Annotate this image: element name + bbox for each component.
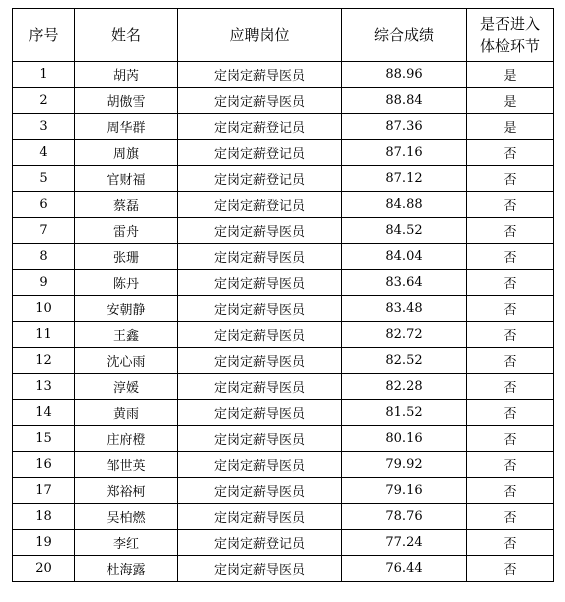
cell-name: 陈丹	[75, 270, 178, 296]
table-row	[13, 62, 554, 88]
table-row	[13, 452, 554, 478]
cell-exam: 否	[467, 322, 554, 348]
cell-score: 80.16	[342, 426, 467, 452]
cell-position: 定岗定薪导医员	[178, 218, 342, 244]
cell-score: 88.84	[342, 88, 467, 114]
cell-position: 定岗定薪导医员	[178, 426, 342, 452]
cell-index: 8	[13, 244, 75, 270]
cell-position: 定岗定薪登记员	[178, 140, 342, 166]
cell-score: 82.52	[342, 348, 467, 374]
cell-exam: 否	[467, 426, 554, 452]
cell-score: 87.12	[342, 166, 467, 192]
cell-index: 15	[13, 426, 75, 452]
cell-exam: 否	[467, 556, 554, 582]
table-row	[13, 270, 554, 296]
cell-index: 7	[13, 218, 75, 244]
cell-score: 81.52	[342, 400, 467, 426]
cell-score: 84.88	[342, 192, 467, 218]
cell-score: 82.72	[342, 322, 467, 348]
cell-name: 胡芮	[75, 62, 178, 88]
cell-name: 雷舟	[75, 218, 178, 244]
cell-exam: 否	[467, 452, 554, 478]
cell-name: 杜海露	[75, 556, 178, 582]
cell-score: 83.64	[342, 270, 467, 296]
header-exam-line1: 是否进入	[479, 15, 540, 33]
cell-name: 张珊	[75, 244, 178, 270]
cell-index: 20	[13, 556, 75, 582]
table-row	[13, 400, 554, 426]
header-score: 综合成绩	[342, 9, 467, 62]
cell-score: 87.16	[342, 140, 467, 166]
cell-position: 定岗定薪导医员	[178, 348, 342, 374]
cell-index: 3	[13, 114, 75, 140]
header-position: 应聘岗位	[178, 9, 342, 62]
cell-index: 6	[13, 192, 75, 218]
cell-score: 79.92	[342, 452, 467, 478]
cell-score: 82.28	[342, 374, 467, 400]
cell-index: 17	[13, 478, 75, 504]
cell-score: 84.52	[342, 218, 467, 244]
cell-name: 邹世英	[75, 452, 178, 478]
cell-position: 定岗定薪导医员	[178, 322, 342, 348]
cell-position: 定岗定薪导医员	[178, 556, 342, 582]
table-row	[13, 322, 554, 348]
cell-index: 4	[13, 140, 75, 166]
table-row	[13, 218, 554, 244]
cell-position: 定岗定薪导医员	[178, 452, 342, 478]
table-header	[13, 9, 554, 62]
cell-index: 14	[13, 400, 75, 426]
cell-exam: 否	[467, 270, 554, 296]
cell-exam: 否	[467, 504, 554, 530]
cell-exam: 否	[467, 348, 554, 374]
table-row	[13, 166, 554, 192]
cell-name: 周旗	[75, 140, 178, 166]
cell-exam: 是	[467, 88, 554, 114]
cell-exam: 否	[467, 296, 554, 322]
table-row	[13, 244, 554, 270]
table-row	[13, 426, 554, 452]
table-row	[13, 374, 554, 400]
cell-exam: 是	[467, 114, 554, 140]
table-body	[13, 62, 554, 582]
cell-exam: 否	[467, 192, 554, 218]
cell-score: 87.36	[342, 114, 467, 140]
cell-exam: 否	[467, 530, 554, 556]
table-row	[13, 114, 554, 140]
cell-name: 蔡磊	[75, 192, 178, 218]
header-row	[13, 9, 554, 62]
cell-index: 5	[13, 166, 75, 192]
cell-exam: 否	[467, 478, 554, 504]
table-row	[13, 140, 554, 166]
cell-index: 12	[13, 348, 75, 374]
cell-score: 84.04	[342, 244, 467, 270]
cell-score: 79.16	[342, 478, 467, 504]
cell-exam: 是	[467, 62, 554, 88]
cell-score: 76.44	[342, 556, 467, 582]
cell-position: 定岗定薪导医员	[178, 296, 342, 322]
results-table	[12, 8, 554, 582]
cell-index: 13	[13, 374, 75, 400]
cell-position: 定岗定薪导医员	[178, 400, 342, 426]
cell-name: 淳媛	[75, 374, 178, 400]
cell-position: 定岗定薪登记员	[178, 530, 342, 556]
cell-position: 定岗定薪导医员	[178, 374, 342, 400]
cell-index: 16	[13, 452, 75, 478]
cell-index: 10	[13, 296, 75, 322]
cell-index: 1	[13, 62, 75, 88]
cell-position: 定岗定薪登记员	[178, 114, 342, 140]
cell-score: 88.96	[342, 62, 467, 88]
cell-name: 庄府橙	[75, 426, 178, 452]
table-row	[13, 348, 554, 374]
cell-index: 19	[13, 530, 75, 556]
header-exam-line2: 体检环节	[479, 37, 540, 55]
header-exam	[467, 9, 554, 62]
cell-exam: 否	[467, 400, 554, 426]
cell-score: 78.76	[342, 504, 467, 530]
cell-exam: 否	[467, 374, 554, 400]
cell-name: 黄雨	[75, 400, 178, 426]
cell-name: 周华群	[75, 114, 178, 140]
cell-position: 定岗定薪登记员	[178, 192, 342, 218]
cell-position: 定岗定薪导医员	[178, 270, 342, 296]
cell-index: 11	[13, 322, 75, 348]
table-row	[13, 504, 554, 530]
header-name: 姓名	[75, 9, 178, 62]
cell-exam: 否	[467, 166, 554, 192]
cell-score: 77.24	[342, 530, 467, 556]
cell-name: 王鑫	[75, 322, 178, 348]
cell-position: 定岗定薪导医员	[178, 478, 342, 504]
cell-position: 定岗定薪导医员	[178, 504, 342, 530]
cell-name: 吴柏燃	[75, 504, 178, 530]
table-row	[13, 88, 554, 114]
cell-index: 2	[13, 88, 75, 114]
table-row	[13, 478, 554, 504]
cell-score: 83.48	[342, 296, 467, 322]
cell-index: 18	[13, 504, 75, 530]
cell-name: 郑裕柯	[75, 478, 178, 504]
cell-name: 沈心雨	[75, 348, 178, 374]
table-row	[13, 530, 554, 556]
cell-exam: 否	[467, 244, 554, 270]
cell-position: 定岗定薪导医员	[178, 244, 342, 270]
cell-name: 胡傲雪	[75, 88, 178, 114]
header-index: 序号	[13, 9, 75, 62]
table-row	[13, 296, 554, 322]
cell-name: 安朝静	[75, 296, 178, 322]
table-row	[13, 192, 554, 218]
cell-exam: 否	[467, 218, 554, 244]
cell-name: 官财福	[75, 166, 178, 192]
cell-name: 李红	[75, 530, 178, 556]
cell-index: 9	[13, 270, 75, 296]
cell-exam: 否	[467, 140, 554, 166]
cell-position: 定岗定薪登记员	[178, 166, 342, 192]
table-row	[13, 556, 554, 582]
cell-position: 定岗定薪导医员	[178, 88, 342, 114]
cell-position: 定岗定薪导医员	[178, 62, 342, 88]
